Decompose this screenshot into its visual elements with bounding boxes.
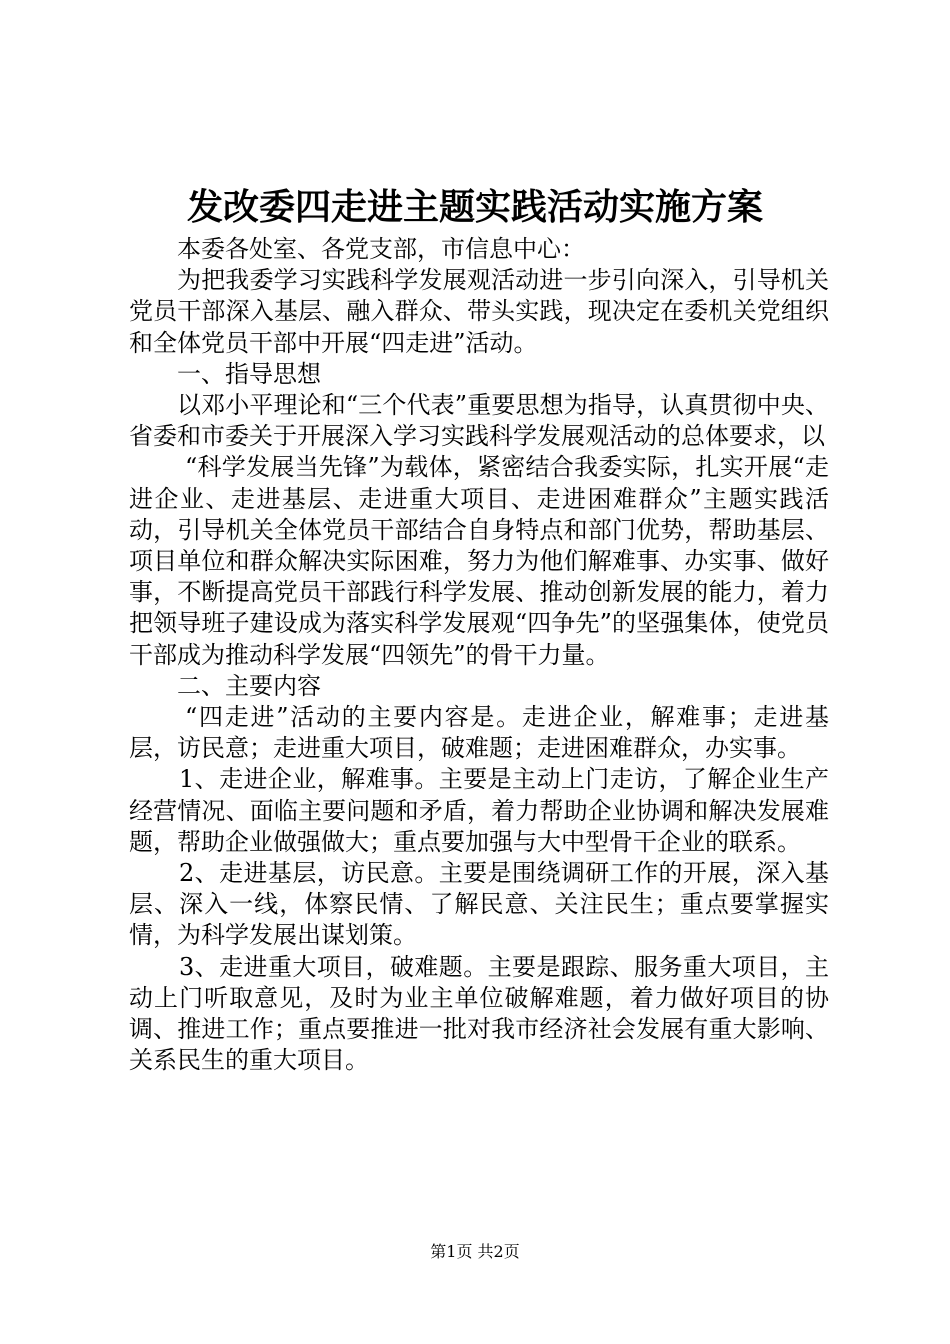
paragraph-intro: 为把我委学习实践科学发展观活动进一步引向深入，引导机关党员干部深入基层、融入群众、带头实践，现决定在委机关党组织和全体党员干部中开展“四走进”活动。 <box>129 266 829 357</box>
page-footer: 第1页 共2页 <box>430 1242 520 1261</box>
paragraph-carrier: “科学发展当先锋”为载体，紧密结合我委实际，扎实开展“走进企业、走进基层、走进重大项目、走进困难群众”主题实践活动，引导机关全体党员干部结合自身特点和部门优势，帮助基层、项目单位和群众解决实际困难，努力为他们解难事、办实事、做好事，不断提高党员干部践行科学发展、推动创新发展的能力，着力把领导班子建设成为落实科学发展观“四争先”的坚强集体，使党员干部成为推动科学发展“四领先”的骨干力量。 <box>129 453 829 669</box>
section-heading-main-content: 二、主要内容 <box>177 671 321 700</box>
paragraph-main-content: “四走进”活动的主要内容是。走进企业，解难事；走进基层，访民意；走进重大项目，破难题；走进困难群众，办实事。 <box>129 703 829 763</box>
paragraph-guiding-thought: 以邓小平理论和“三个代表”重要思想为指导，认真贯彻中央、省委和市委关于开展深入学习实践科学发展观活动的总体要求，以 <box>129 391 829 451</box>
paragraph-item-2: 2、走进基层，访民意。主要是围绕调研工作的开展，深入基层、深入一线，体察民情、了解民意、关注民生；重点要掌握实情，为科学发展出谋划策。 <box>129 859 829 950</box>
section-heading-guiding-thought: 一、指导思想 <box>177 359 321 388</box>
paragraph-item-1: 1、走进企业，解难事。主要是主动上门走访，了解企业生产经营情况、面临主要问题和矛盾，着力帮助企业协调和解决发展难题，帮助企业做强做大；重点要加强与大中型骨干企业的联系。 <box>129 765 829 856</box>
document-title: 发改委四走进主题实践活动实施方案 <box>186 186 763 228</box>
document-body <box>129 234 829 1076</box>
paragraph-salutation: 本委各处室、各党支部，市信息中心： <box>177 235 585 263</box>
paragraph-item-3: 3、走进重大项目，破难题。主要是跟踪、服务重大项目，主动上门听取意见，及时为业主单位破解难题，着力做好项目的协调、推进工作；重点要推进一批对我市经济社会发展有重大影响、关系民生的重大项目。 <box>129 952 829 1075</box>
